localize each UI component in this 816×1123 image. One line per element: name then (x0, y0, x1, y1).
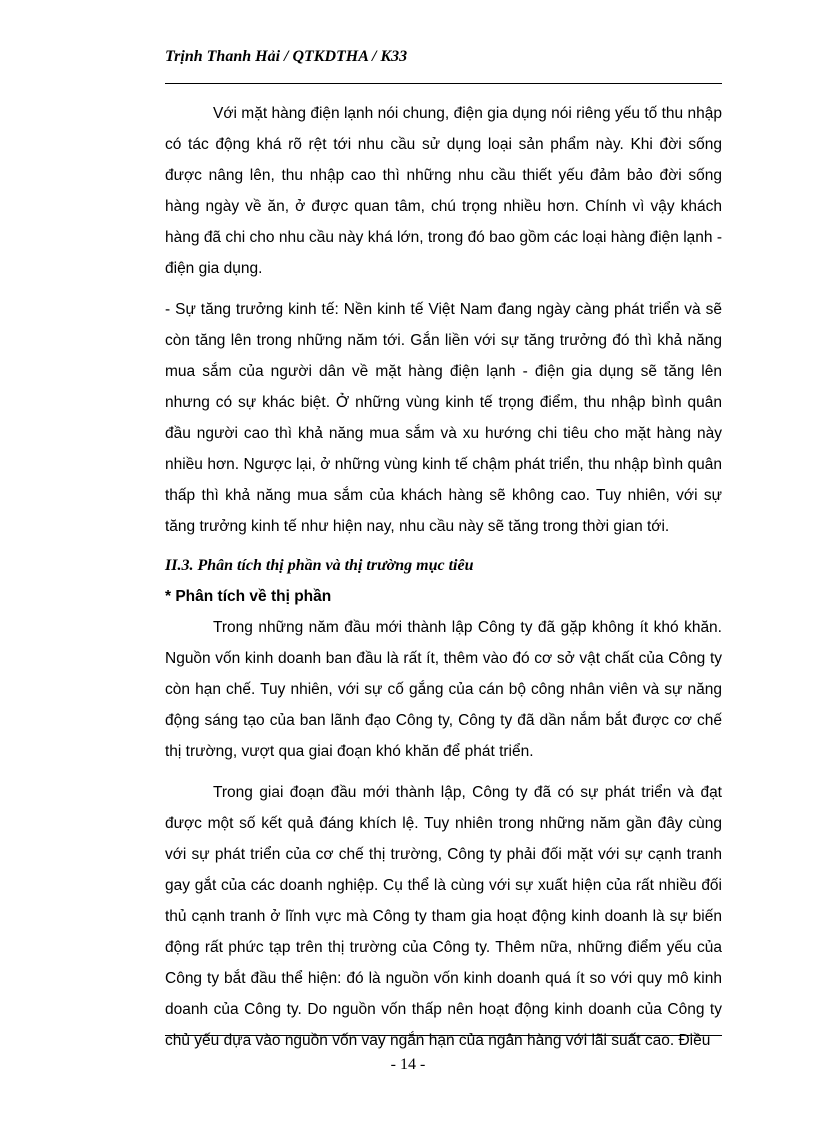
footer-divider (165, 1035, 722, 1036)
header-divider (165, 83, 722, 84)
subsection-heading: * Phân tích về thị phần (165, 588, 332, 605)
page-header-title: Trịnh Thanh Hải / QTKDTHA / K33 (165, 48, 408, 65)
paragraph-competition: Trong giai đoạn đầu mới thành lập, Công ty đã có sự phát triển và đạt được một số kết quả đáng khích lệ. Tuy nhiên trong những năm gần đây cùng với sự phát triển của cơ chế thị trường, Công ty phải đối mặt với sự cạnh tranh gay gắt của các doanh nghiệp. Cụ thể là cùng với sự xuất hiện của rất nhiều đối thủ cạnh tranh ở lĩnh vực mà Công ty tham gia hoạt động kinh doanh là sự biến động rất phức tạp trên thị trường của Công ty. Thêm nữa, những điểm yếu của Công ty bắt đầu thể hiện: đó là nguồn vốn kinh doanh quá ít so với quy mô kinh doanh của Công ty. Do nguồn vốn thấp nên hoạt động kinh doanh của Công ty chủ yếu dựa vào nguồn vốn vay ngắn hạn của ngân hàng với lãi suất cao. Điều (165, 784, 722, 1049)
paragraph-early-years: Trong những năm đầu mới thành lập Công ty đã gặp không ít khó khăn. Nguồn vốn kinh doanh ban đầu là rất ít, thêm vào đó cơ sở vật chất của Công ty còn hạn chế. Tuy nhiên, với sự cố gắng của cán bộ công nhân viên và sự năng động sáng tạo của ban lãnh đạo Công ty, Công ty đã dần nắm bắt được cơ chế thị trường, vượt qua giai đoạn khó khăn để phát triển. (165, 619, 722, 760)
page-body (165, 98, 722, 1056)
section-heading: II.3. Phân tích thị phần và thị trường mục tiêu (165, 557, 474, 574)
paragraph-economic-growth: - Sự tăng trưởng kinh tế: Nền kinh tế Việt Nam đang ngày càng phát triển và sẽ còn tăng lên trong những năm tới. Gắn liền với sự tăng trưởng đó thì khả năng mua sắm của người dân về mặt hàng điện lạnh - điện gia dụng sẽ tăng lên nhưng có sự khác biệt. Ở những vùng kinh tế trọng điểm, thu nhập bình quân đầu người cao thì khả năng mua sắm và xu hướng chi tiêu cho mặt hàng này nhiều hơn. Ngược lại, ở những vùng kinh tế chậm phát triển, thu nhập bình quân thấp thì khả năng mua sắm của khách hàng sẽ không cao. Tuy nhiên, với sự tăng trưởng kinh tế như hiện nay, nhu cầu này sẽ tăng trong thời gian tới. (165, 301, 722, 535)
paragraph-income: Với mặt hàng điện lạnh nói chung, điện gia dụng nói riêng yếu tố thu nhập có tác động khá rõ rệt tới nhu cầu sử dụng loại sản phẩm này. Khi đời sống được nâng lên, thu nhập cao thì những nhu cầu thiết yếu đảm bảo đời sống hàng ngày về ăn, ở được quan tâm, chú trọng nhiều hơn. Chính vì vậy khách hàng đã chi cho nhu cầu này khá lớn, trong đó bao gồm các loại hàng điện lạnh - điện gia dụng. (165, 105, 722, 277)
page-number: - 14 - (390, 1056, 426, 1073)
